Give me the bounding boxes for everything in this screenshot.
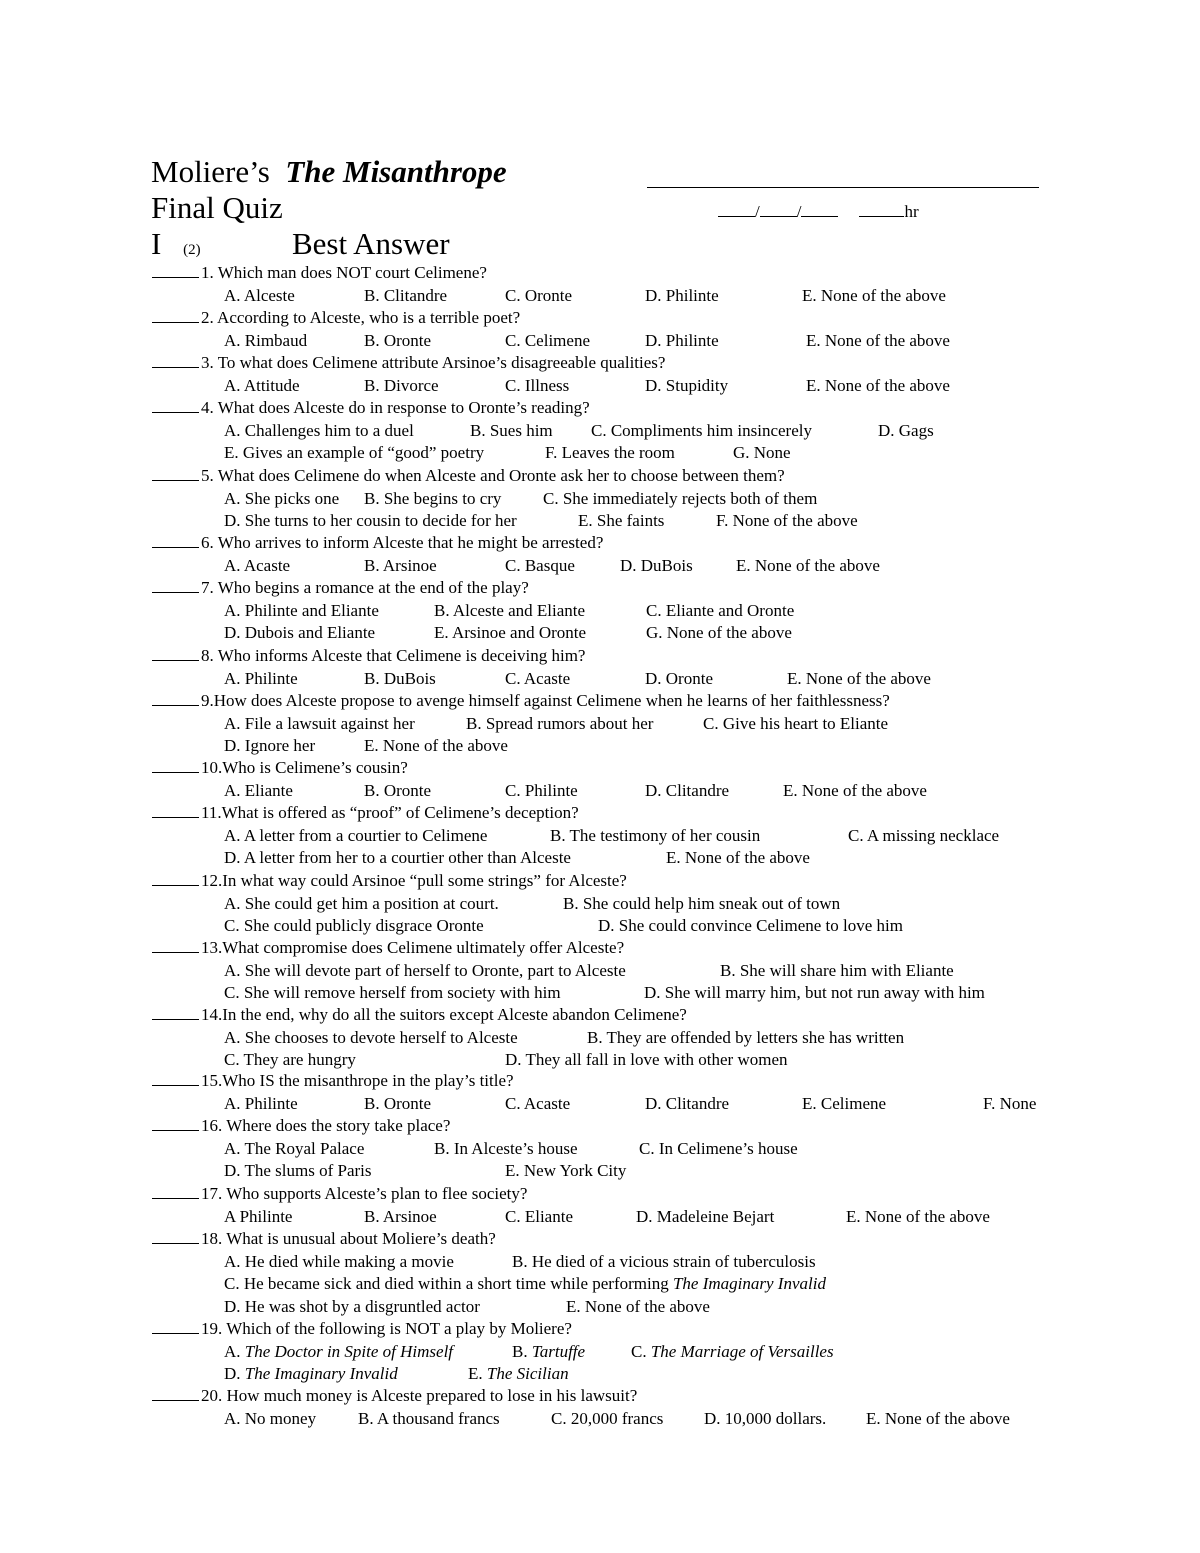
answer-option: A. Alceste [224,285,295,305]
option-line [0,420,1200,442]
answer-option: C. The Marriage of Versailles [631,1341,834,1361]
answer-option: B. They are offended by letters she has written [587,1027,905,1047]
question-text: 19. Which of the following is NOT a play by Moliere? [201,1319,572,1338]
answer-option: B. Spread rumors about her [466,713,654,733]
answer-blank[interactable] [152,352,199,368]
question-12 [152,870,627,892]
answer-blank[interactable] [152,262,199,278]
hour-blank[interactable] [859,201,904,217]
question-19 [152,1318,572,1340]
answer-blank[interactable] [152,802,199,818]
author-name: Moliere’s [151,154,270,189]
answer-option: E. None of the above [783,780,927,800]
answer-option: B. Oronte [364,780,432,800]
hr-label: hr [904,202,919,221]
answer-option: F. None [983,1093,1037,1113]
question-9 [152,690,890,712]
answer-option: C. They are hungry [224,1050,356,1069]
answer-option: D. Philinte [645,330,719,350]
question-text: 9.How does Alceste propose to avenge himself against Celimene when he learns of her faithlessness? [201,691,890,710]
question-20 [152,1385,637,1407]
option-line [0,1160,1200,1182]
question-7 [152,577,529,599]
answer-blank[interactable] [152,690,199,706]
answer-blank[interactable] [152,870,199,886]
answer-blank[interactable] [152,1004,199,1020]
answer-option: D. Philinte [645,285,719,305]
answer-blank[interactable] [152,307,199,323]
answer-option: E. None of the above [666,848,810,867]
answer-option: A. She picks one [224,488,340,508]
answer-option: D. Ignore her [224,736,316,755]
question-text: 2. According to Alceste, who is a terrible poet? [201,308,521,327]
question-16 [152,1115,450,1137]
answer-option: D. She turns to her cousin to decide for her [224,511,517,530]
question-2 [152,307,520,329]
answer-option: D. She could convince Celimene to love him [598,916,903,935]
answer-option: D. Oronte [645,668,713,688]
answer-blank[interactable] [152,937,199,953]
question-6 [152,532,603,554]
option-line [0,668,1200,690]
answer-option: E. Gives an example of “good” poetry [224,443,485,462]
answer-option: B. Divorce [364,375,439,395]
option-line [0,1296,1200,1318]
option-line [0,847,1200,869]
option-line [0,600,1200,622]
answer-option: B. Arsinoe [364,555,437,575]
answer-option: G. None of the above [646,623,792,642]
answer-option: A. The Doctor in Spite of Himself [224,1341,454,1361]
answer-option: D. A letter from her to a courtier other than Alceste [224,848,571,867]
answer-option: A. Attitude [224,375,300,395]
answer-option: C. Eliante and Oronte [646,600,795,620]
answer-option: C. Philinte [505,780,578,800]
question-14 [152,1004,687,1026]
section-title: Best Answer [292,226,450,261]
answer-option: D. He was shot by a disgruntled actor [224,1296,480,1316]
question-text: 10.Who is Celimene’s cousin? [201,758,408,777]
option-line [0,893,1200,915]
question-text: 17. Who supports Alceste’s plan to flee society? [201,1184,528,1203]
answer-option: A. Acaste [224,555,291,575]
answer-blank[interactable] [152,397,199,413]
answer-option: D. Stupidity [645,375,729,395]
answer-option: B. Arsinoe [364,1206,437,1226]
question-text: 4. What does Alceste do in response to Oronte’s reading? [201,398,590,417]
quiz-title [151,154,507,190]
option-line [0,780,1200,802]
option-line [0,1093,1200,1115]
answer-option: C. Illness [505,375,570,395]
answer-option: E. Celimene [802,1093,887,1113]
answer-option: C. She will remove herself from society with him [224,983,561,1002]
option-line [0,1049,1200,1071]
answer-option: B. She could help him sneak out of town [563,893,841,913]
answer-blank[interactable] [152,1183,199,1199]
answer-option: C. Acaste [505,1093,571,1113]
answer-option: A. The Royal Palace [224,1138,365,1158]
name-blank[interactable] [647,170,1039,188]
question-4 [152,397,590,419]
answer-option: E. None of the above [364,736,508,755]
answer-blank[interactable] [152,577,199,593]
answer-option: E. None of the above [806,330,950,350]
answer-option: C. Acaste [505,668,571,688]
option-line [0,735,1200,757]
answer-option: F. None of the above [716,511,858,530]
question-8 [152,645,585,667]
answer-option: E. None of the above [736,555,880,575]
option-line [0,442,1200,464]
answer-option: B. She will share him with Eliante [720,960,954,980]
answer-option: A. No money [224,1408,317,1428]
answer-option: C. She immediately rejects both of them [543,488,818,508]
question-text: 13.What compromise does Celimene ultimately offer Alceste? [201,938,625,957]
answer-option: D. DuBois [620,555,693,575]
answer-option: E. None of the above [787,668,931,688]
answer-blank[interactable] [152,532,199,548]
answer-option: D. Madeleine Bejart [636,1206,775,1226]
option-line [0,555,1200,577]
option-line [0,622,1200,644]
date-year-blank[interactable] [801,201,838,217]
answer-option: B. He died of a vicious strain of tuberculosis [512,1251,816,1271]
answer-blank[interactable] [152,1115,199,1131]
option-line [0,1408,1200,1430]
question-text: 7. Who begins a romance at the end of the play? [201,578,529,597]
option-line [0,510,1200,532]
answer-blank[interactable] [152,757,199,773]
answer-option: E. None of the above [806,375,950,395]
section-points: (2) [183,242,201,258]
answer-option: B. The testimony of her cousin [550,825,761,845]
answer-option: A Philinte [224,1206,293,1226]
answer-option: A. Challenges him to a duel [224,420,414,440]
question-13 [152,937,624,959]
answer-option: E. None of the above [846,1206,990,1226]
question-text: 5. What does Celimene do when Alceste and Oronte ask her to choose between them? [201,466,785,485]
option-line [0,1027,1200,1049]
option-line [0,488,1200,510]
question-1 [152,262,487,284]
option-line [0,713,1200,735]
option-line [0,915,1200,937]
answer-option: D. Clitandre [645,1093,730,1113]
question-text: 16. Where does the story take place? [201,1116,451,1135]
answer-blank[interactable] [152,1228,199,1244]
answer-option: E. The Sicilian [468,1364,569,1383]
answer-option: D. They all fall in love with other women [505,1050,788,1069]
answer-option: C. In Celimene’s house [639,1138,798,1158]
answer-option: E. None of the above [802,285,946,305]
question-text: 20. How much money is Alceste prepared to lose in his lawsuit? [201,1386,638,1405]
answer-option: B. Oronte [364,330,432,350]
answer-option: C. Basque [505,555,575,575]
answer-option: C. Oronte [505,285,573,305]
option-line [0,1273,1200,1295]
answer-option: G. None [733,443,791,462]
answer-option: A. Rimbaud [224,330,308,350]
answer-option: A. Philinte [224,668,298,688]
question-11 [152,802,579,824]
question-15 [152,1070,514,1092]
date-day-blank[interactable] [760,201,797,217]
answer-option: B. Clitandre [364,285,448,305]
answer-option: A. She could get him a position at court. [224,893,499,913]
option-line [0,1138,1200,1160]
answer-option: E. Arsinoe and Oronte [434,623,587,642]
section-number: I [151,226,162,261]
answer-option: B. A thousand francs [358,1408,500,1428]
question-10 [152,757,408,779]
answer-option: A. Philinte [224,1093,298,1113]
answer-option: E. New York City [505,1161,627,1180]
option-line [0,982,1200,1004]
answer-option: B. Oronte [364,1093,432,1113]
answer-option: D. She will marry him, but not run away with him [644,983,985,1002]
option-line [0,375,1200,397]
answer-blank[interactable] [152,465,199,481]
answer-option: C. He became sick and died within a short time while performing The Imaginary Invalid [224,1274,826,1293]
answer-option: E. None of the above [866,1408,1010,1428]
question-text: 6. Who arrives to inform Alceste that he might be arrested? [201,533,604,552]
question-text: 1. Which man does NOT court Celimene? [201,263,487,282]
answer-option: D. 10,000 dollars. [704,1408,827,1428]
option-line [0,1341,1200,1363]
answer-option: C. She could publicly disgrace Oronte [224,916,484,935]
answer-option: D. The Imaginary Invalid [224,1364,398,1383]
answer-option: A. She will devote part of herself to Oronte, part to Alceste [224,960,626,980]
answer-option: D. The slums of Paris [224,1161,372,1180]
answer-option: C. Eliante [505,1206,573,1226]
answer-option: D. Dubois and Eliante [224,623,376,642]
answer-blank[interactable] [152,1070,199,1086]
answer-option: B. Alceste and Eliante [434,600,586,620]
answer-blank[interactable] [152,1385,199,1401]
question-text: 3. To what does Celimene attribute Arsinoe’s disagreeable qualities? [201,353,666,372]
answer-option: B. In Alceste’s house [434,1138,578,1158]
option-line [0,285,1200,307]
answer-option: B. DuBois [364,668,436,688]
answer-option: C. Give his heart to Eliante [703,713,889,733]
answer-blank[interactable] [152,1318,199,1334]
option-line [0,1206,1200,1228]
answer-option: D. Clitandre [645,780,730,800]
date-month-blank[interactable] [718,201,755,217]
question-18 [152,1228,496,1250]
play-title: The Misanthrope [285,154,507,189]
answer-option: D. Gags [878,420,934,440]
answer-option: C. Compliments him insincerely [591,420,812,440]
question-text: 8. Who informs Alceste that Celimene is deceiving him? [201,646,586,665]
answer-option: C. Celimene [505,330,590,350]
answer-option: F. Leaves the room [545,443,675,462]
question-text: 15.Who IS the misanthrope in the play’s title? [201,1071,514,1090]
answer-option: A. Philinte and Eliante [224,600,379,620]
answer-option: A. A letter from a courtier to Celimene [224,825,488,845]
question-text: 18. What is unusual about Moliere’s death? [201,1229,496,1248]
answer-option: C. A missing necklace [848,825,1000,845]
answer-option: A. File a lawsuit against her [224,713,415,733]
option-line [0,825,1200,847]
option-line [0,330,1200,352]
question-17 [152,1183,527,1205]
question-text: 12.In what way could Arsinoe “pull some strings” for Alceste? [201,871,627,890]
question-text: 11.What is offered as “proof” of Celimene’s deception? [201,803,579,822]
option-line [0,1363,1200,1385]
answer-option: A. Eliante [224,780,293,800]
option-line [0,1251,1200,1273]
question-text: 14.In the end, why do all the suitors except Alceste abandon Celimene? [201,1005,687,1024]
question-3 [152,352,665,374]
answer-option: A. He died while making a movie [224,1251,454,1271]
answer-option: A. She chooses to devote herself to Alceste [224,1027,518,1047]
answer-option: E. She faints [578,511,665,530]
option-line [0,960,1200,982]
answer-option: B. She begins to cry [364,488,502,508]
date-hour-line: / / hr [718,201,919,223]
quiz-label: Final Quiz [151,190,283,225]
answer-option: C. 20,000 francs [551,1408,664,1428]
answer-option: B. Sues him [470,420,553,440]
question-5 [152,465,785,487]
answer-option: E. None of the above [566,1296,710,1316]
answer-blank[interactable] [152,645,199,661]
answer-option: B. Tartuffe [512,1341,586,1361]
